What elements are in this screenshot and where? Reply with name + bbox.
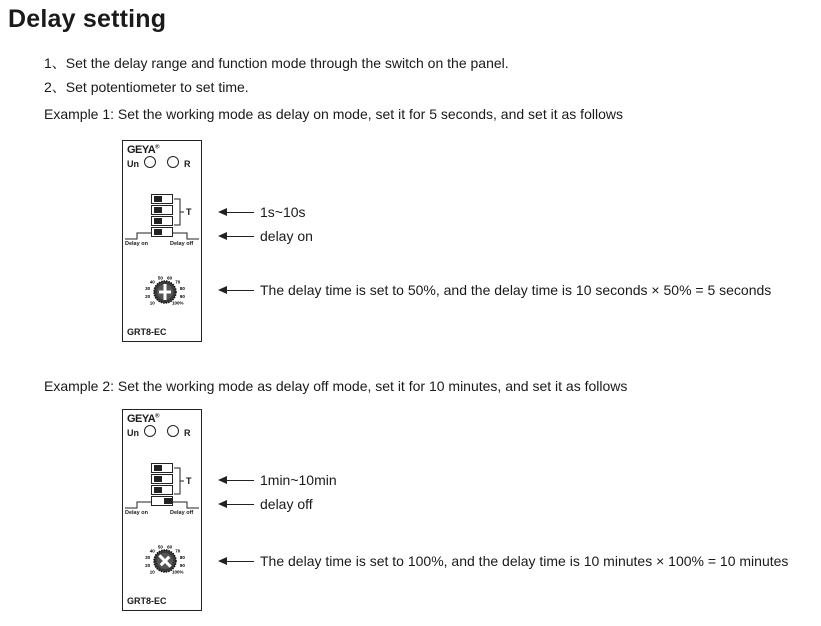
led-r-label: R: [184, 428, 191, 438]
delay-on-waveform: [125, 501, 151, 509]
step-2: 2、Set potentiometer to set time.: [44, 79, 249, 95]
delay-off-label: Delay off: [170, 510, 194, 516]
dip-switch-block[interactable]: [151, 463, 173, 507]
led-un-label: Un: [127, 428, 139, 438]
relay-panel-2: [122, 409, 202, 611]
model-label: GRT8-EC: [127, 596, 167, 606]
arrow-range-2-line: [226, 480, 254, 481]
mode-note-2: delay off: [260, 496, 313, 512]
dial-tick-label: 30: [145, 286, 151, 292]
model-label: GRT8-EC: [127, 327, 167, 337]
range-note-1: 1s~10s: [260, 204, 306, 220]
delay-off-label: Delay off: [170, 241, 194, 247]
dip-switch-3[interactable]: [151, 216, 173, 226]
dial-tick-label: 100%: [171, 569, 184, 575]
dip-switch-2[interactable]: [151, 205, 173, 215]
arrow-mode-2-line: [226, 504, 254, 505]
example-2-heading: Example 2: Set the working mode as delay off mode, set it for 10 minutes, and set it as follows: [44, 378, 628, 394]
led-r-label: R: [184, 159, 191, 169]
led-r-indicator: [167, 156, 179, 168]
dial-tick-label: 50: [157, 544, 163, 550]
mode-note-1: delay on: [260, 228, 313, 244]
dial-tick-label: 70: [175, 279, 181, 285]
led-un-indicator: [144, 156, 156, 168]
dial-tick-label: 90: [179, 562, 185, 568]
dial-tick-label: 20: [145, 293, 151, 299]
dip-switch-3[interactable]: [151, 485, 173, 495]
switch-t-label: T: [186, 207, 192, 217]
delay-off-waveform: [173, 501, 199, 509]
example-1-heading: Example 1: Set the working mode as delay on mode, set it for 5 seconds, and set it as follows: [44, 106, 623, 122]
geya-logo: GEYA®: [127, 144, 160, 156]
relay-panel-1: [122, 140, 202, 342]
dial-tick-label: 60: [167, 544, 173, 550]
arrow-time-2-line: [226, 561, 254, 562]
step-1: 1、Set the delay range and function mode through the switch on the panel.: [44, 55, 509, 71]
switch-t-label: T: [186, 476, 192, 486]
dial-tick-label: 50: [157, 275, 163, 281]
dial-tick-label: 80: [179, 555, 185, 561]
time-note-1: The delay time is set to 50%, and the delay time is 10 seconds × 50% = 5 seconds: [260, 282, 772, 298]
led-un-indicator: [144, 425, 156, 437]
dial-tick-label: 40: [149, 279, 155, 285]
dip-switch-1[interactable]: [151, 194, 173, 204]
dial-tick-label: 30: [145, 555, 151, 561]
delay-on-label: Delay on: [125, 241, 148, 247]
dial-tick-label: 40: [149, 548, 155, 554]
dip-switch-1[interactable]: [151, 463, 173, 473]
dial-tick-label: 90: [179, 293, 185, 299]
arrow-time-1-line: [226, 290, 254, 291]
dial-tick-label: 10: [149, 569, 155, 575]
dip-switch-4[interactable]: [151, 227, 173, 237]
delay-off-waveform: [173, 232, 199, 240]
page-title: Delay setting: [8, 5, 167, 33]
led-un-label: Un: [127, 159, 139, 169]
dip-switch-2[interactable]: [151, 474, 173, 484]
dial-tick-label: 80: [179, 286, 185, 292]
delay-on-waveform: [125, 232, 151, 240]
dial-tick-label: 10: [149, 300, 155, 306]
dial-tick-label: 70: [175, 548, 181, 554]
dip-switch-block[interactable]: [151, 194, 173, 238]
geya-logo: GEYA®: [127, 413, 160, 425]
dial-tick-label: 100%: [171, 300, 184, 306]
dip-switch-4[interactable]: [151, 496, 173, 506]
arrow-mode-1-line: [226, 236, 254, 237]
range-note-2: 1min~10min: [260, 472, 337, 488]
delay-on-label: Delay on: [125, 510, 148, 516]
arrow-range-1-line: [226, 212, 254, 213]
time-potentiometer[interactable]: [141, 268, 191, 308]
dial-tick-label: 60: [167, 275, 173, 281]
time-note-2: The delay time is set to 100%, and the delay time is 10 minutes × 100% = 10 minutes: [260, 553, 789, 569]
led-r-indicator: [167, 425, 179, 437]
time-potentiometer[interactable]: [141, 537, 191, 577]
dial-tick-label: 20: [145, 562, 151, 568]
